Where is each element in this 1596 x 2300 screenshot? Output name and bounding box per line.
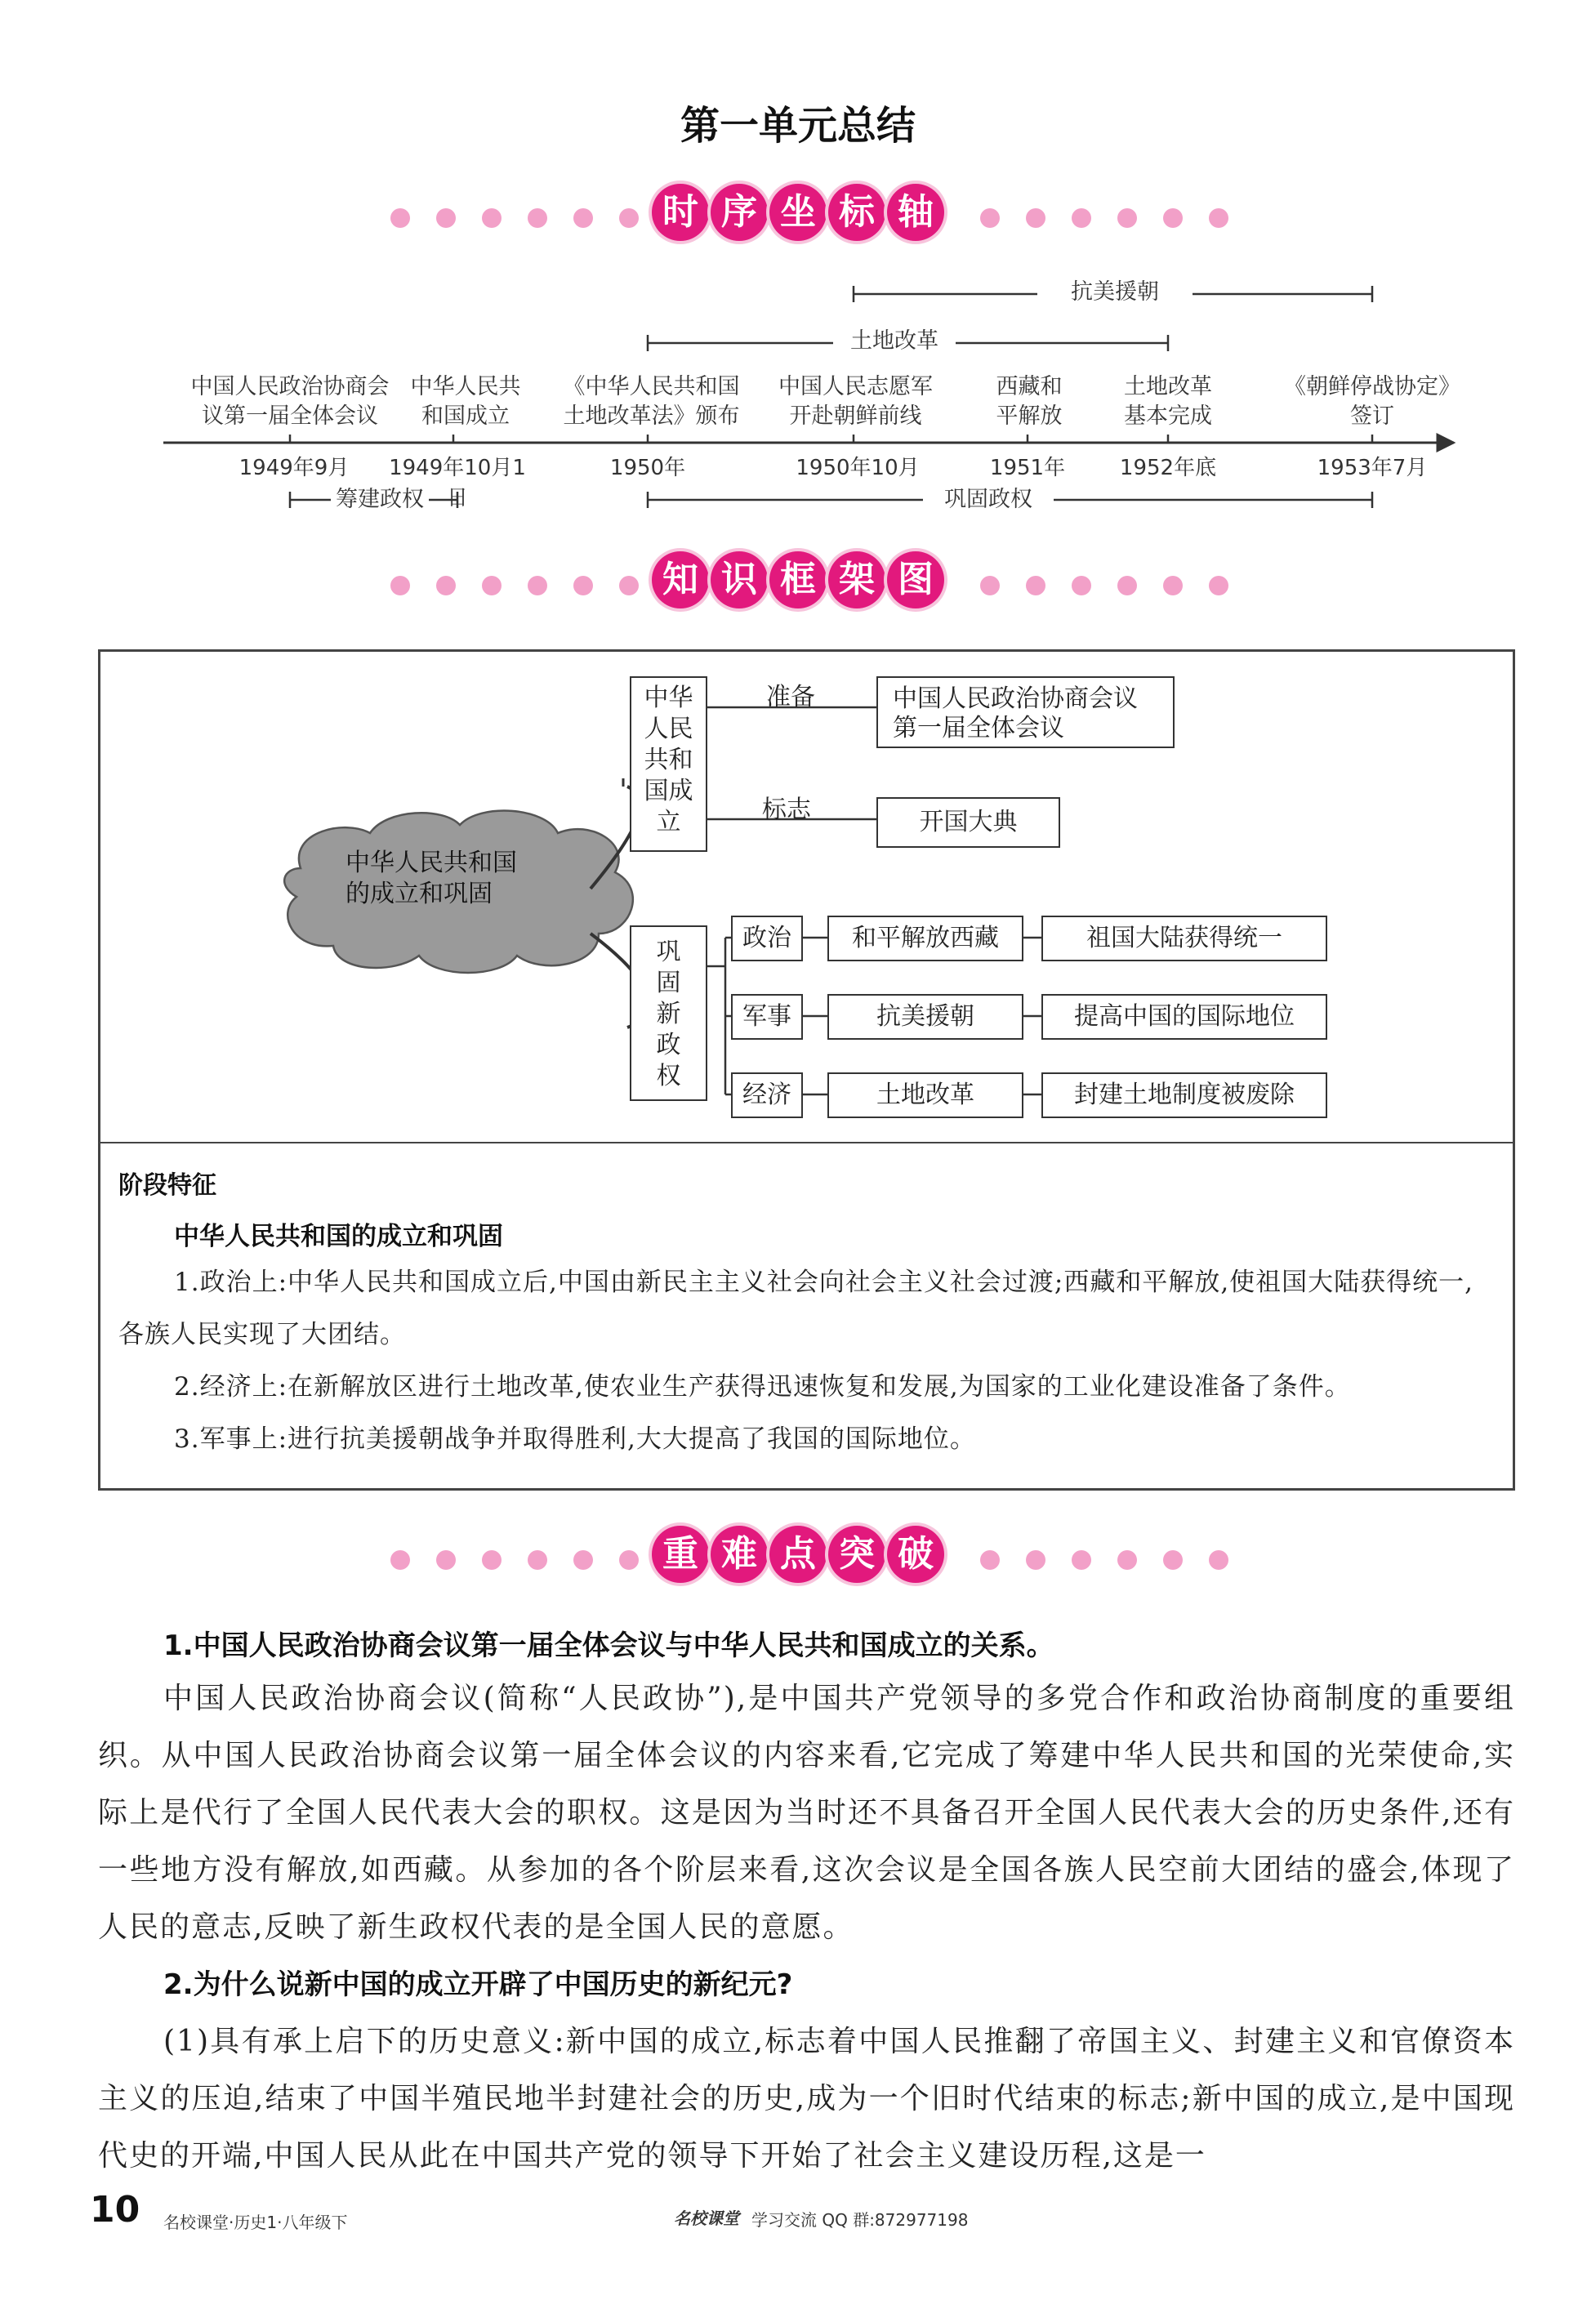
area-box: 经济: [731, 1072, 803, 1118]
event-box: 抗美援朝: [827, 994, 1023, 1040]
span-label-land-reform: 土地改革: [850, 328, 938, 354]
mark-box: 开国大典: [876, 797, 1060, 848]
question-2: 2.为什么说新中国的成立开辟了中国历史的新纪元?: [163, 1968, 793, 2001]
timeline-date: 1951年: [989, 456, 1066, 480]
event-box: 土地改革: [827, 1072, 1023, 1118]
timeline-date: 1949年9月: [239, 456, 350, 480]
prep-label: 准备: [766, 683, 815, 711]
result-box: 祖国大陆获得统一: [1041, 916, 1327, 961]
stage-title: 阶段特征: [118, 1171, 216, 1200]
timeline-event: 西藏和 平解放: [996, 374, 1063, 429]
timeline-event: 《朝鲜停战协定》 签订: [1284, 374, 1460, 429]
timeline-event: 土地改革 基本完成: [1124, 374, 1212, 429]
framework-diagram: [98, 649, 1515, 1491]
stage-subtitle: 中华人民共和国的成立和巩固: [174, 1222, 503, 1251]
timeline-date: 1949年10月1日: [389, 456, 526, 510]
result-box: 封建土地制度被废除: [1041, 1072, 1327, 1118]
divider: [100, 1142, 1513, 1143]
book-title: 名校课堂·历史1·八年级下: [163, 2213, 348, 2232]
result-box: 提高中国的国际地位: [1041, 994, 1327, 1040]
decor-dots-right: [980, 576, 1255, 599]
qq-group: 学习交流 QQ 群:872977198: [751, 2210, 969, 2230]
founding-box: 中华 人民 共和 国成 立: [630, 676, 707, 852]
span-label-build: 筹建政权: [336, 487, 424, 512]
timeline-date: 1953年7月: [1317, 456, 1428, 480]
timeline-event: 中国人民志愿军 开赴朝鲜前线: [778, 374, 933, 429]
section-title-key-points: 重 难 点 突 破: [0, 1526, 1596, 1583]
timeline: [0, 261, 1596, 531]
timeline-event: 中国人民政治协商会 议第一届全体会议: [190, 374, 390, 429]
answer-2: (1)具有承上启下的历史意义:新中国的成立,标志着中国人民推翻了帝国主义、封建主义和官僚资本主义的压迫,结束了中国半殖民地半封建社会的历史,成为一个旧时代结束的标志;新中国的成立,是中国现代史的开端,中国人民从此在中国共产党的领导下开始了社会主义建设历程,这是一: [98, 2025, 1515, 2173]
section-title-timeline: 时 序 坐 标 轴: [0, 184, 1596, 241]
page-title: 第一单元总结: [680, 103, 916, 149]
span-label-consolidate: 巩固政权: [944, 487, 1032, 512]
span-label-korea: 抗美援朝: [1071, 279, 1159, 305]
area-box: 政治: [731, 916, 803, 961]
brand-logo: 名校课堂: [674, 2209, 739, 2228]
timeline-event: 中华人民共 和国成立: [410, 374, 521, 429]
decor-dots-right: [980, 208, 1255, 231]
section-header-framework: [0, 551, 1596, 620]
section-header-timeline: [0, 184, 1596, 252]
section-title-framework: 知 识 框 架 图: [0, 551, 1596, 608]
timeline-date: 1952年底: [1119, 456, 1217, 480]
stage-point: 1.政治上:中华人民共和国成立后,中国由新民主主义社会向社会主义社会过渡;西藏和平解放,使祖国大陆获得统一,各族人民实现了大团结。: [118, 1268, 1474, 1349]
stage-point: 2.经济上:在新解放区进行土地改革,使农业生产获得迅速恢复和发展,为国家的工业化建设准备了条件。: [174, 1372, 1351, 1402]
event-box: 和平解放西藏: [827, 916, 1023, 961]
question-1: 1.中国人民政治协商会议第一届全体会议与中华人民共和国成立的关系。: [163, 1629, 1054, 1662]
section-header-key-points: [0, 1526, 1596, 1594]
stage-point: 3.军事上:进行抗美援朝战争并取得胜利,大大提高了我国的国际地位。: [174, 1424, 976, 1454]
page-number: 10: [90, 2189, 140, 2231]
stage-points: [118, 1256, 1499, 1465]
framework-connectors: [100, 652, 1513, 1142]
mark-label: 标志: [762, 796, 811, 824]
area-box: 军事: [731, 994, 803, 1040]
key-points: [98, 1621, 1515, 2185]
answer-1: 中国人民政治协商会议(简称“人民政协”),是中国共产党领导的多党合作和政治协商制度的重要组织。从中国人民政治协商会议第一届全体会议的内容来看,它完成了筹建中华人民共和国的光荣使命,实际上是代行了全国人民代表大会的职权。这是因为当时还不具备召开全国人民代表大会的历史条件,还有一些地方没有解放,如西藏。从参加的各个阶层来看,这次会议是全国各族人民空前大团结的盛会,体现了人民的意志,反映了新生政权代表的是全国人民的意愿。: [98, 1682, 1515, 1944]
prep-box: 中国人民政治协商会议 第一届全体会议: [876, 676, 1175, 748]
timeline-date: 1950年10月: [796, 456, 920, 480]
timeline-event: 《中华人民共和国 土地改革法》颁布: [563, 374, 740, 429]
decor-dots-right: [980, 1550, 1255, 1573]
consolidate-box: 巩 固 新 政 权: [630, 925, 707, 1101]
timeline-date: 1950年: [609, 456, 686, 480]
cloud-label: 中华人民共和国 的成立和巩固: [346, 849, 517, 908]
